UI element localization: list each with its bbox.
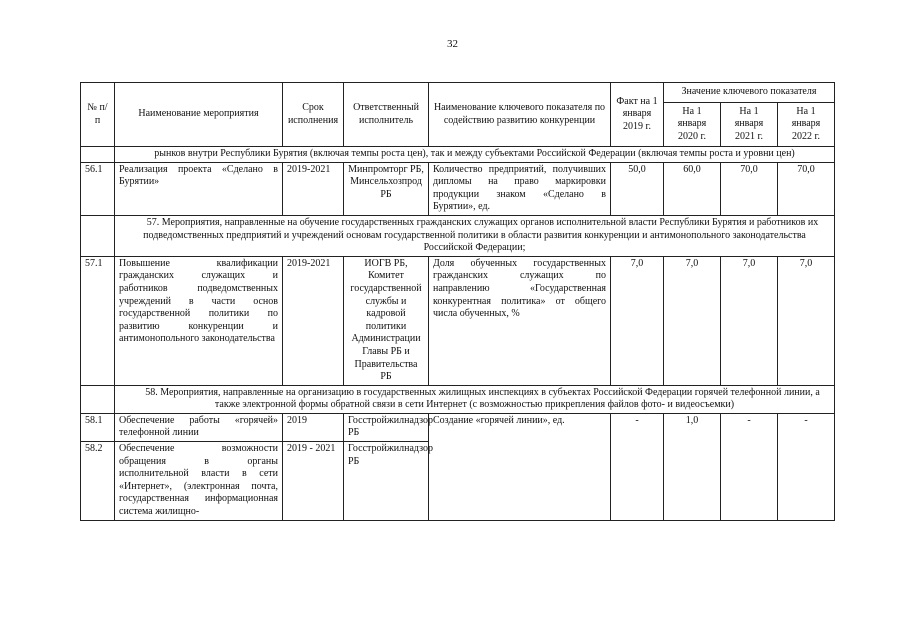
header-2021: На 1 января 2021 г. <box>721 103 778 147</box>
section-57-row <box>81 215 835 256</box>
row-num: 57.1 <box>81 256 115 385</box>
row-responsible: Госстройжилнадзор РБ <box>344 442 429 521</box>
header-num: № п/п <box>81 83 115 147</box>
row-indicator: Создание «горячей линии», ед. <box>429 413 611 520</box>
row-2022: 7,0 <box>778 256 835 385</box>
header-responsible: Ответственный исполнитель <box>344 83 429 147</box>
row-name: Реализация проекта «Сделано в Бурятии» <box>115 162 283 215</box>
row-num: 56.1 <box>81 162 115 215</box>
row-2022: - <box>778 413 835 520</box>
header-2022: На 1 января 2022 г. <box>778 103 835 147</box>
row-term: 2019 <box>283 413 344 441</box>
row-responsible: Минпромторг РБ, Минсельхозпрод РБ <box>344 162 429 215</box>
row-responsible: Госстройжилнадзор РБ <box>344 413 429 441</box>
header-row <box>81 83 835 103</box>
measures-table <box>80 82 835 521</box>
header-value-group: Значение ключевого показателя <box>664 83 835 103</box>
row-2020: 1,0 <box>664 413 721 520</box>
row-num: 58.2 <box>81 442 115 521</box>
row-term: 2019-2021 <box>283 256 344 385</box>
section-57-num-cell <box>81 215 115 256</box>
header-2020: На 1 января 2020 г. <box>664 103 721 147</box>
section-58-row <box>81 385 835 413</box>
header-fact: Факт на 1 января 2019 г. <box>611 83 664 147</box>
header-indicator: Наименование ключевого показателя по содействию развитию конкуренции <box>429 83 611 147</box>
row-term: 2019-2021 <box>283 162 344 215</box>
section-57-title: 57. Мероприятия, направленные на обучение государственных гражданских служащих органов исполнительной власти Республики Бурятия и работников их подведомственных предприятий и учреждений основам государственной политики в области развития конкуренции и антимонопольного законодательства Российской Федерации; <box>115 215 835 256</box>
row-indicator: Количество предприятий, получивших дипломы на право маркировки продукции знаком «Сделано в Бурятии», ед. <box>429 162 611 215</box>
continuation-text: рынков внутри Республики Бурятия (включая темпы роста цен), так и между субъектами Российской Федерации (включая темпы роста и уровни цен) <box>115 147 835 163</box>
section-58-num-cell <box>81 385 115 413</box>
row-term: 2019 - 2021 <box>283 442 344 521</box>
row-2021: 7,0 <box>721 256 778 385</box>
table-row-57-1 <box>81 256 835 385</box>
row-name: Повышение квалификации гражданских служащих и работников подведомственных учреждений в части основ государственной политики по развитию конкуренции и антимонопольного законодательства <box>115 256 283 385</box>
header-term: Срок исполнения <box>283 83 344 147</box>
row-indicator: Доля обученных государственных гражданских служащих по направлению «Государственная конкурентная политика» от общего числа обученных, % <box>429 256 611 385</box>
continuation-row <box>81 147 835 163</box>
section-58-title: 58. Мероприятия, направленные на организацию в государственных жилищных инспекциях в субъектах Российской Федерации горячей телефонной линии, а также электронной формы обратной связи в сети Интернет (с возможностью прикрепления файлов фото- и видеосъемки) <box>115 385 835 413</box>
continuation-num-cell <box>81 147 115 163</box>
row-fact: 7,0 <box>611 256 664 385</box>
row-fact: - <box>611 413 664 520</box>
row-2021: - <box>721 413 778 520</box>
header-name: Наименование мероприятия <box>115 83 283 147</box>
row-2020: 7,0 <box>664 256 721 385</box>
page-number: 32 <box>447 38 458 50</box>
row-name: Обеспечение работы «горячей» телефонной линии <box>115 413 283 441</box>
row-fact: 50,0 <box>611 162 664 215</box>
row-2022: 70,0 <box>778 162 835 215</box>
table-row-58-1 <box>81 413 835 441</box>
row-name: Обеспечение возможности обращения в органы исполнительной власти в сети «Интернет», (электронная почта, государственная информационная система жилищно- <box>115 442 283 521</box>
table-row-56-1 <box>81 162 835 215</box>
row-responsible: ИОГВ РБ, Комитет государственной службы и кадровой политики Администрации Главы РБ и Правительства РБ <box>344 256 429 385</box>
row-2021: 70,0 <box>721 162 778 215</box>
row-num: 58.1 <box>81 413 115 441</box>
row-2020: 60,0 <box>664 162 721 215</box>
